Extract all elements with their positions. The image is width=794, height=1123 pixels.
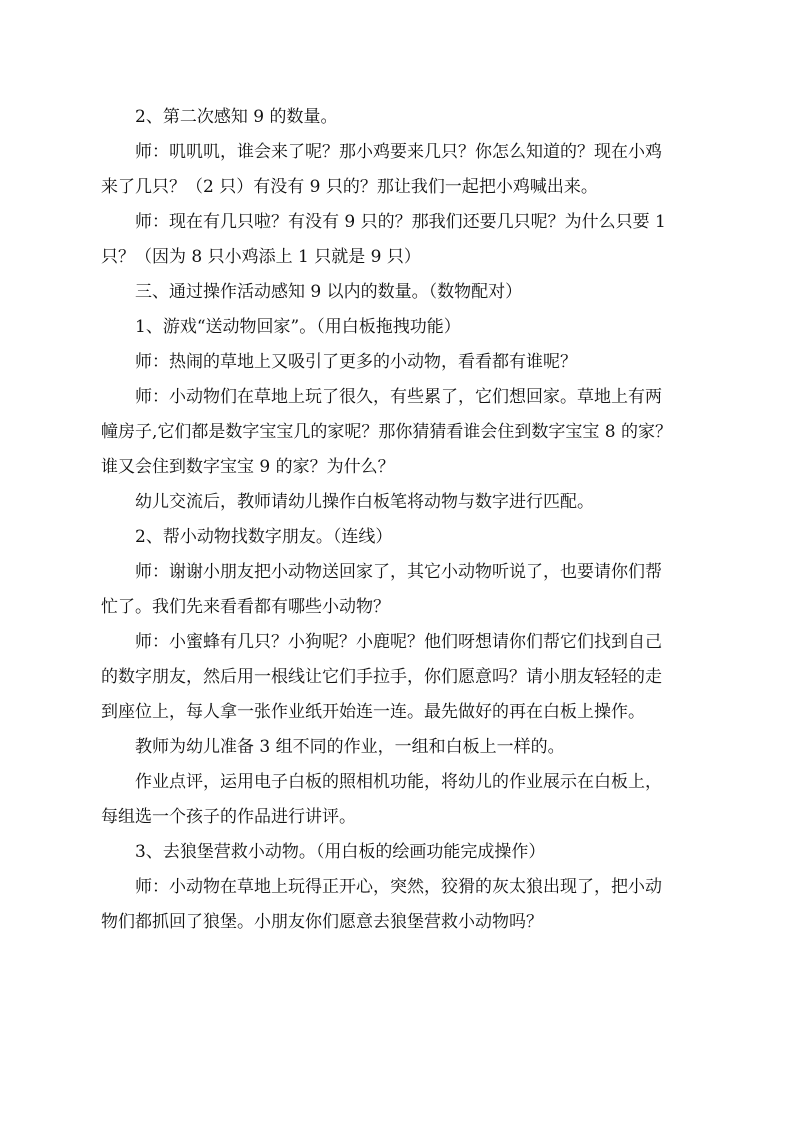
text-line: 幼儿交流后，教师请幼儿操作白板笔将动物与数字进行匹配。 xyxy=(135,492,594,512)
text-line: 教师为幼儿准备 3 组不同的作业，一组和白板上一样的。 xyxy=(135,737,565,757)
text-line: 的数字朋友，然后用一根线让它们手拉手，你们愿意吗？请小朋友轻轻的走 xyxy=(101,667,662,687)
paragraph xyxy=(101,205,721,275)
text-line: 2、帮小动物找数字朋友。（连线） xyxy=(135,527,393,547)
paragraph xyxy=(101,345,721,380)
text-line: 忙了。我们先来看看都有哪些小动物？ xyxy=(101,597,390,617)
paragraph xyxy=(101,135,721,205)
text-line: 只？（因为 8 只小鸡添上 1 只就是 9 只） xyxy=(101,247,421,267)
text-line: 到座位上，每人拿一张作业纸开始连一连。最先做好的再在白板上操作。 xyxy=(101,702,645,722)
text-line: 师：叽叽叽，谁会来了呢？那小鸡要来几只？你怎么知道的？现在小鸡 xyxy=(135,142,662,162)
text-line: 三、通过操作活动感知 9 以内的数量。（数物配对） xyxy=(135,282,523,302)
text-line: 3、去狼堡营救小动物。（用白板的绘画功能完成操作） xyxy=(135,842,546,862)
paragraph xyxy=(101,765,721,835)
text-line: 师：小动物在草地上玩得正开心，突然，狡猾的灰太狼出现了，把小动 xyxy=(135,877,662,897)
text-line: 师：热闹的草地上又吸引了更多的小动物，看看都有谁呢？ xyxy=(135,352,577,372)
text-line: 作业点评，运用电子白板的照相机功能，将幼儿的作业展示在白板上， xyxy=(135,772,662,792)
text-line: 幢房子,它们都是数字宝宝几的家呢？那你猜猜看谁会住到数字宝宝 8 的家？ xyxy=(101,422,673,442)
document-body xyxy=(101,100,721,940)
text-line: 谁又会住到数字宝宝 9 的家？为什么？ xyxy=(101,457,395,477)
paragraph xyxy=(101,555,721,625)
text-line: 师：现在有几只啦？有没有 9 只的？那我们还要几只呢？为什么只要 1 xyxy=(135,212,666,232)
paragraph xyxy=(101,310,721,345)
paragraph xyxy=(101,870,721,940)
text-line: 师：小蜜蜂有几只？小狗呢？小鹿呢？他们呀想请你们帮它们找到自己 xyxy=(135,632,662,652)
text-line: 每组选一个孩子的作品进行讲评。 xyxy=(101,807,356,827)
paragraph xyxy=(101,520,721,555)
paragraph xyxy=(101,275,721,310)
paragraph xyxy=(101,100,721,135)
paragraph xyxy=(101,485,721,520)
text-line: 物们都抓回了狼堡。小朋友你们愿意去狼堡营救小动物吗？ xyxy=(101,912,543,932)
paragraph xyxy=(101,380,721,485)
paragraph xyxy=(101,730,721,765)
paragraph xyxy=(101,835,721,870)
text-line: 来了几只？（2 只）有没有 9 只的？那让我们一起把小鸡喊出来。 xyxy=(101,177,598,197)
text-line: 1、游戏“送动物回家”。（用白板拖拽功能） xyxy=(135,317,461,337)
text-line: 2、第二次感知 9 的数量。 xyxy=(135,107,338,127)
text-line: 师：谢谢小朋友把小动物送回家了，其它小动物听说了，也要请你们帮 xyxy=(135,562,662,582)
text-line: 师：小动物们在草地上玩了很久，有些累了，它们想回家。草地上有两 xyxy=(135,387,662,407)
paragraph xyxy=(101,625,721,730)
